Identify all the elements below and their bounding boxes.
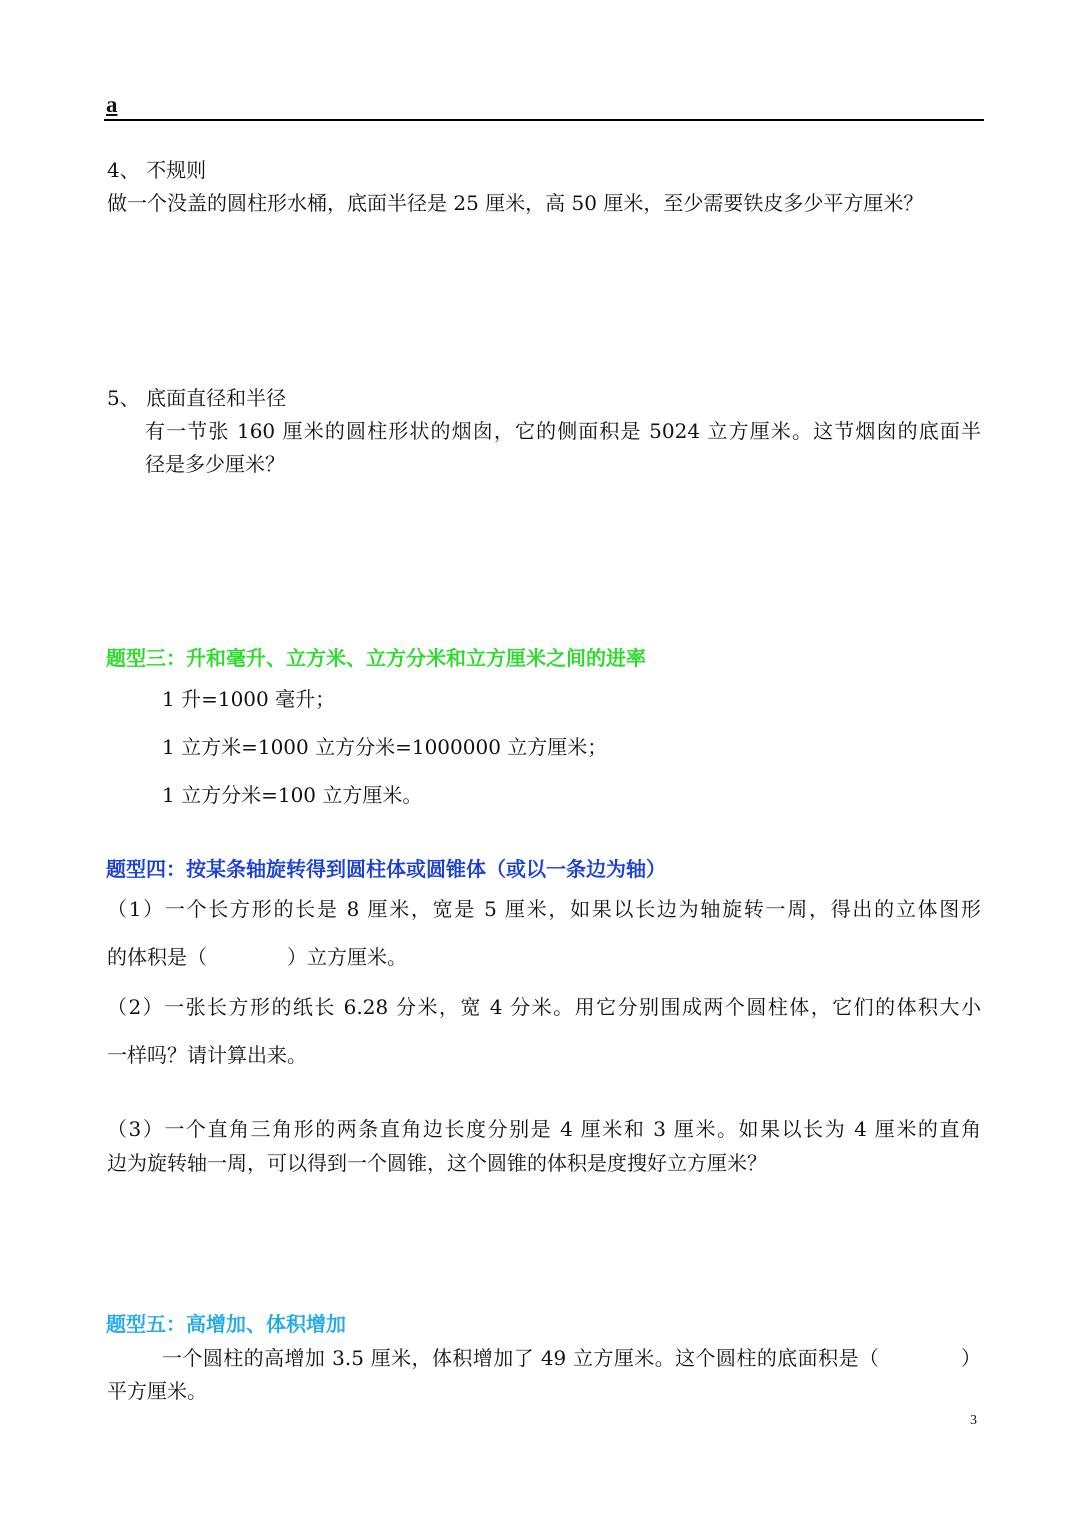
header-rule <box>104 119 984 121</box>
type-5-line-2: 平方厘米。 <box>107 1379 207 1403</box>
type-3-line-2: 1 立方米=1000 立方分米=1000000 立方厘米； <box>162 735 608 759</box>
question-5-line-2: 径是多少厘米？ <box>145 452 285 476</box>
header-letter: a <box>106 92 118 117</box>
type-5-line-1: 一个圆柱的高增加 3.5 厘米，体积增加了 49 立方厘米。这个圆柱的底面积是（ ） <box>162 1346 981 1370</box>
type-4-problem-2-line-1: （2）一张长方形的纸长 6.28 分米，宽 4 分米。用它分别围成两个圆柱体，它们的体积大小 <box>107 995 981 1019</box>
question-5-line-1: 有一节张 160 厘米的圆柱形状的烟囱，它的侧面积是 5024 立方厘米。这节烟囱的底面半 <box>145 419 981 443</box>
type-4-problem-3-line-1: （3）一个直角三角形的两条直角边长度分别是 4 厘米和 3 厘米。如果以长为 4 厘米的直角 <box>107 1117 981 1141</box>
type-4-problem-3-line-2: 边为旋转轴一周，可以得到一个圆锥，这个圆锥的体积是度搜好立方厘米？ <box>107 1151 767 1175</box>
type-5-heading: 题型五：高增加、体积增加 <box>106 1312 346 1336</box>
type-4-problem-1-line-2: 的体积是（ ）立方厘米。 <box>107 945 407 969</box>
type-3-heading: 题型三：升和毫升、立方米、立方分米和立方厘米之间的进率 <box>106 646 646 670</box>
question-4-text: 做一个没盖的圆柱形水桶，底面半径是 25 厘米，高 50 厘米，至少需要铁皮多少平方厘米？ <box>107 191 924 215</box>
type-4-problem-1-line-1: （1）一个长方形的长是 8 厘米，宽是 5 厘米，如果以长边为轴旋转一周，得出的立体图形 <box>107 897 981 921</box>
type-3-line-3: 1 立方分米=100 立方厘米。 <box>162 783 423 807</box>
page-number: 3 <box>970 1413 977 1428</box>
type-4-problem-2-line-2: 一样吗？请计算出来。 <box>107 1043 307 1067</box>
type-3-line-1: 1 升=1000 毫升； <box>162 687 336 711</box>
question-5-label: 5、 底面直径和半径 <box>107 386 287 410</box>
question-4-label: 4、 不规则 <box>107 158 207 182</box>
type-4-heading: 题型四：按某条轴旋转得到圆柱体或圆锥体（或以一条边为轴） <box>106 857 666 881</box>
